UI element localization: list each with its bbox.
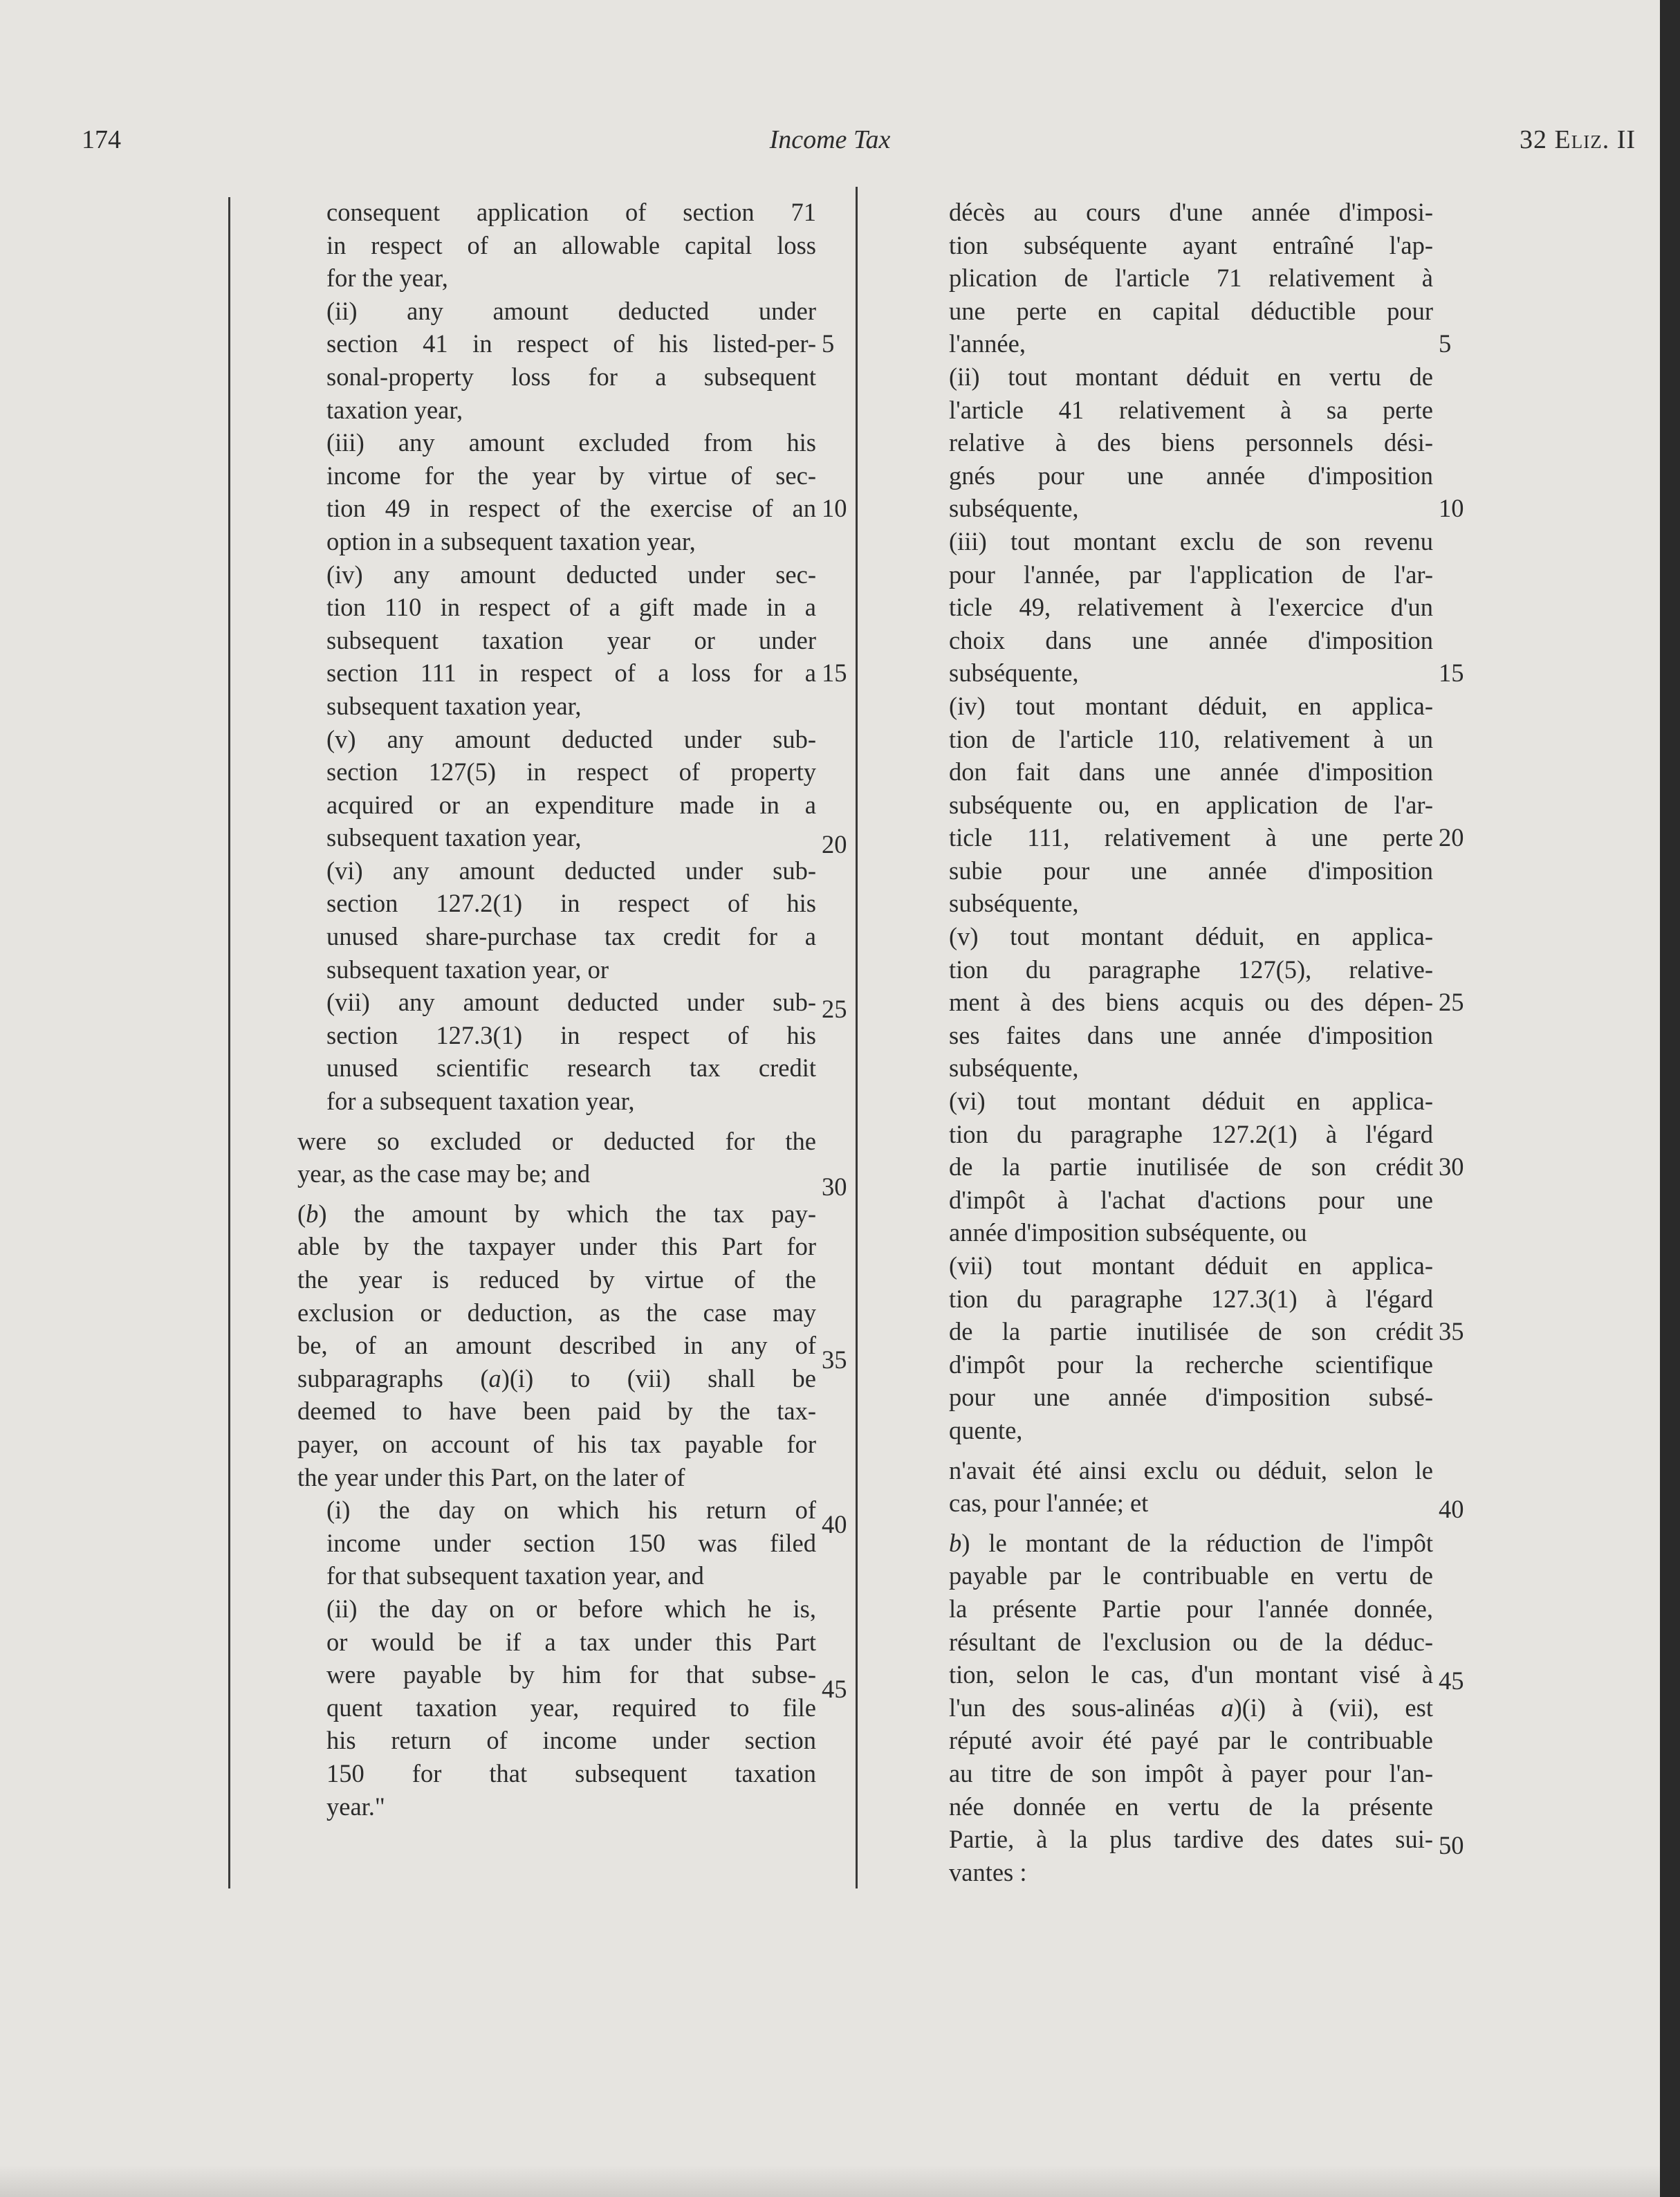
line-number: 10 xyxy=(1439,494,1464,523)
text-line: ticle 49, relativement à l'exercice d'un xyxy=(949,593,1433,622)
text-line: d'impôt pour la recherche scientifique xyxy=(949,1350,1433,1379)
text-line: résultant de l'exclusion ou de la déduc- xyxy=(949,1627,1433,1656)
paragraph-gap xyxy=(297,1191,816,1197)
text-line: ticle 111, relativement à une perte xyxy=(949,823,1433,852)
english-text-column xyxy=(297,196,816,1823)
text-line: for a subsequent taxation year, xyxy=(326,1087,635,1116)
text-line: year, as the case may be; and xyxy=(297,1159,591,1188)
line-number: 45 xyxy=(822,1674,847,1703)
text-line: cas, pour l'année; et xyxy=(949,1489,1149,1518)
text-line: 150 for that subsequent taxation xyxy=(326,1758,816,1787)
text-line: (i) the day on which his return of xyxy=(326,1496,816,1525)
text-line: subséquente, xyxy=(949,1054,1079,1083)
text-line: or would be if a tax under this Part xyxy=(326,1627,816,1656)
line-number: 35 xyxy=(1439,1317,1464,1346)
text-line: (iii) any amount excluded from his xyxy=(326,428,816,457)
text-line: ment à des biens acquis ou des dépen- xyxy=(949,988,1433,1017)
text-line: quent taxation year, required to file xyxy=(326,1693,816,1722)
text-line: gnés pour une année d'imposition xyxy=(949,461,1433,490)
text-line: section 111 in respect of a loss for a xyxy=(326,659,816,688)
line-number: 20 xyxy=(1439,823,1464,852)
text-line: subsequent taxation year or under xyxy=(326,625,816,654)
text-line: the year under this Part, on the later of xyxy=(297,1462,685,1491)
line-number: 20 xyxy=(822,829,847,858)
left-margin-rule xyxy=(228,197,230,1888)
text-line: section 127.3(1) in respect of his xyxy=(326,1020,816,1049)
text-line: payable par le contribuable en vertu de xyxy=(949,1561,1433,1590)
line-number: 15 xyxy=(1439,659,1464,688)
text-line: vantes : xyxy=(949,1857,1027,1886)
text-line: (ii) tout montant déduit en vertu de xyxy=(949,362,1433,391)
text-line: subsequent taxation year, xyxy=(326,691,582,720)
text-line: payer, on account of his tax payable for xyxy=(297,1429,816,1458)
text-line: able by the taxpayer under this Part for xyxy=(297,1232,816,1261)
text-line: pour l'année, par l'application de l'ar- xyxy=(949,560,1433,589)
text-line: d'impôt à l'achat d'actions pour une xyxy=(949,1185,1433,1214)
text-line: (ii) the day on or before which he is, xyxy=(326,1594,816,1623)
text-line: income for the year by virtue of sec- xyxy=(326,461,816,490)
text-line: unused share-purchase tax credit for a xyxy=(326,922,816,951)
text-line: the year is reduced by virtue of the xyxy=(297,1265,816,1294)
line-number: 5 xyxy=(822,329,835,358)
text-line: were so excluded or deducted for the xyxy=(297,1126,816,1155)
text-line: (v) tout montant déduit, en applica- xyxy=(949,922,1433,951)
text-line: income under section 150 was filed xyxy=(326,1528,816,1557)
text-line: l'un des sous-alinéas a)(i) à (vii), est xyxy=(949,1693,1433,1722)
line-number: 30 xyxy=(822,1172,847,1201)
paragraph-gap xyxy=(297,1118,816,1125)
text-line: n'avait été ainsi exclu ou déduit, selon le xyxy=(949,1455,1433,1484)
column-divider-rule xyxy=(856,187,858,1888)
line-number: 5 xyxy=(1439,329,1452,358)
text-line: be, of an amount described in any of xyxy=(297,1331,816,1360)
text-line: quente, xyxy=(949,1415,1023,1444)
text-line: were payable by him for that subse- xyxy=(326,1660,816,1689)
text-line: ses faites dans une année d'imposition xyxy=(949,1020,1433,1049)
text-line: tion de l'article 110, relativement à un xyxy=(949,724,1433,753)
text-line: plication de l'article 71 relativement à xyxy=(949,264,1433,293)
text-line: subsequent taxation year, or xyxy=(326,955,609,984)
text-line: de la partie inutilisée de son crédit xyxy=(949,1317,1433,1346)
text-line: for the year, xyxy=(326,264,448,293)
text-line: (v) any amount deducted under sub- xyxy=(326,724,816,753)
text-line: (vii) any amount deducted under sub- xyxy=(326,988,816,1017)
text-line: Partie, à la plus tardive des dates sui- xyxy=(949,1825,1433,1854)
line-number: 30 xyxy=(1439,1152,1464,1182)
text-line: consequent application of section 71 xyxy=(326,198,816,226)
line-number: 25 xyxy=(822,994,847,1023)
scan-edge-shadow xyxy=(1660,0,1680,2197)
text-line: décès au cours d'une année d'imposi- xyxy=(949,198,1433,226)
text-line: tion 110 in respect of a gift made in a xyxy=(326,593,816,622)
text-line: subséquente, xyxy=(949,889,1079,918)
line-number: 40 xyxy=(1439,1495,1464,1524)
text-line: née donnée en vertu de la présente xyxy=(949,1792,1433,1821)
text-line: choix dans une année d'imposition xyxy=(949,625,1433,654)
line-number: 15 xyxy=(822,659,847,688)
text-line: l'article 41 relativement à sa perte xyxy=(949,395,1433,424)
french-text-column xyxy=(949,196,1433,1888)
text-line: exclusion or deduction, as the case may xyxy=(297,1298,816,1327)
text-line: section 127.2(1) in respect of his xyxy=(326,889,816,918)
text-line: acquired or an expenditure made in a xyxy=(326,790,816,819)
text-line: tion subséquente ayant entraîné l'ap- xyxy=(949,230,1433,259)
text-line: (iv) any amount deducted under sec- xyxy=(326,560,816,589)
text-line: pour une année d'imposition subsé- xyxy=(949,1383,1433,1412)
text-line: year." xyxy=(326,1792,385,1821)
text-line: au titre de son impôt à payer pour l'an- xyxy=(949,1758,1433,1787)
text-line: subséquente, xyxy=(949,659,1079,688)
text-line: option in a subsequent taxation year, xyxy=(326,526,696,555)
text-line: (iii) tout montant exclu de son revenu xyxy=(949,526,1433,555)
text-line: tion 49 in respect of the exercise of an xyxy=(326,494,816,523)
text-line: (vii) tout montant déduit en applica- xyxy=(949,1251,1433,1280)
text-line: tion du paragraphe 127.2(1) à l'égard xyxy=(949,1119,1433,1148)
paragraph-gap xyxy=(949,1520,1433,1527)
line-number: 35 xyxy=(822,1345,847,1374)
text-line: (ii) any amount deducted under xyxy=(326,296,816,325)
running-title: Income Tax xyxy=(769,125,891,154)
text-line: his return of income under section xyxy=(326,1726,816,1755)
text-line: relative à des biens personnels dési- xyxy=(949,428,1433,457)
text-line: tion, selon le cas, d'un montant visé à xyxy=(949,1660,1433,1689)
text-line: sonal-property loss for a subsequent xyxy=(326,362,816,391)
scan-bottom-shade xyxy=(0,2165,1660,2197)
text-line: b) le montant de la réduction de l'impôt xyxy=(949,1528,1433,1557)
text-line: tion du paragraphe 127.3(1) à l'égard xyxy=(949,1284,1433,1313)
text-line: deemed to have been paid by the tax- xyxy=(297,1397,816,1426)
statute-reference: 32 Eliz. II xyxy=(1520,125,1636,154)
text-line: don fait dans une année d'imposition xyxy=(949,757,1433,787)
text-line: for that subsequent taxation year, and xyxy=(326,1561,704,1590)
page-number: 174 xyxy=(82,125,121,154)
text-line: subsequent taxation year, xyxy=(326,823,582,852)
line-number: 25 xyxy=(1439,988,1464,1017)
text-line: la présente Partie pour l'année donnée, xyxy=(949,1594,1433,1623)
text-line: (b) the amount by which the tax pay- xyxy=(297,1199,816,1228)
text-line: (iv) tout montant déduit, en applica- xyxy=(949,691,1433,720)
text-line: une perte en capital déductible pour xyxy=(949,296,1433,325)
text-line: subséquente, xyxy=(949,494,1079,523)
line-number: 10 xyxy=(822,494,847,523)
text-line: taxation year, xyxy=(326,395,463,424)
text-line: section 127(5) in respect of property xyxy=(326,757,816,787)
text-line: subie pour une année d'imposition xyxy=(949,856,1433,885)
text-line: section 41 in respect of his listed-per- xyxy=(326,329,816,358)
text-line: réputé avoir été payé par le contribuable xyxy=(949,1726,1433,1755)
text-line: l'année, xyxy=(949,329,1026,358)
paragraph-gap xyxy=(949,1447,1433,1454)
text-line: de la partie inutilisée de son crédit xyxy=(949,1152,1433,1182)
text-line: (vi) any amount deducted under sub- xyxy=(326,856,816,885)
text-line: subparagraphs (a)(i) to (vii) shall be xyxy=(297,1363,816,1392)
line-number: 40 xyxy=(822,1509,847,1538)
text-line: unused scientific research tax credit xyxy=(326,1054,816,1083)
text-line: tion du paragraphe 127(5), relative- xyxy=(949,955,1433,984)
text-line: année d'imposition subséquente, ou xyxy=(949,1218,1307,1247)
line-number: 50 xyxy=(1439,1830,1464,1859)
text-line: in respect of an allowable capital loss xyxy=(326,230,816,259)
line-number: 45 xyxy=(1439,1666,1464,1695)
text-line: (vi) tout montant déduit en applica- xyxy=(949,1087,1433,1116)
text-line: subséquente ou, en application de l'ar- xyxy=(949,790,1433,819)
